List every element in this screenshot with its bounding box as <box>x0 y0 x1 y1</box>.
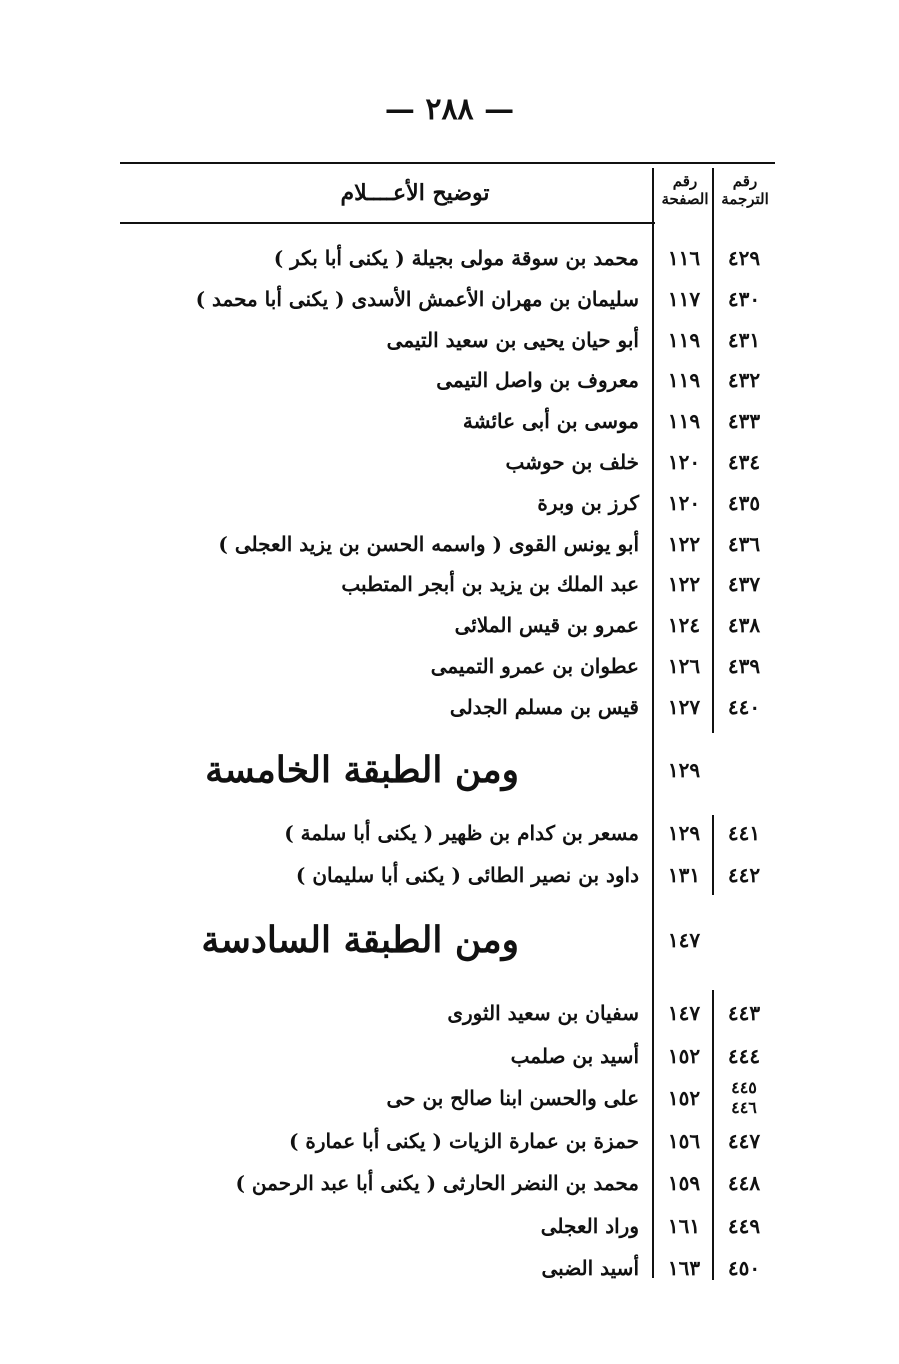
person-name: مسعر بن كدام بن ظهير ( يكنى أبا سلمة ) <box>284 821 639 845</box>
table-row <box>0 1036 899 1076</box>
table-row <box>0 483 899 523</box>
page-number-cell: ١٦٣ <box>667 1256 701 1280</box>
page-number-cell: ١٢٢ <box>667 531 701 556</box>
table-row <box>0 1248 899 1288</box>
translation-number: ٤٣٩ <box>727 654 761 678</box>
page-number-cell: ١٢٠ <box>667 450 701 474</box>
person-name: معروف بن واصل التيمى <box>436 368 639 393</box>
page-number-cell: ١١٩ <box>667 409 701 434</box>
translation-number: ٤٤٩ <box>727 1213 761 1238</box>
translation-number: ٤٤٧ <box>727 1128 761 1153</box>
translation-number: ٤٣٤ <box>727 450 761 474</box>
page-number-cell: ١١٦ <box>667 246 701 270</box>
table-row <box>0 1163 899 1203</box>
page-number-cell: ١٣١ <box>667 863 701 887</box>
section-heading: ومن الطبقة الخامسة <box>205 749 519 791</box>
section-heading: ومن الطبقة السادسة <box>201 919 519 961</box>
page-number-cell: ١٥٩ <box>667 1171 701 1195</box>
table-row <box>0 279 899 319</box>
person-name: خلف بن حوشب <box>505 450 639 474</box>
page-number-cell: ١٤٧ <box>667 928 701 952</box>
person-name: محمد بن سوقة مولى بجيلة ( يكنى أبا بكر ) <box>273 246 639 270</box>
translation-number: ٤٤٠ <box>727 694 761 719</box>
page-number-cell: ١١٩ <box>667 368 701 393</box>
translation-number: ٤٣٦ <box>727 531 761 556</box>
table-row <box>0 687 899 727</box>
table-row <box>0 993 899 1033</box>
person-name: سليمان بن مهران الأعمش الأسدى ( يكنى أبا محمد ) <box>195 286 639 311</box>
person-name: أسيد بن صلمب <box>510 1043 639 1068</box>
top-rule <box>120 162 775 164</box>
page-number-cell: ١٥٢ <box>667 1086 701 1110</box>
person-name: وراد العجلى <box>540 1213 639 1238</box>
person-name: أسيد الضبى <box>541 1256 639 1280</box>
page-number-cell: ١٢٢ <box>667 572 701 597</box>
person-name: أبو يونس القوى ( واسمه الحسن بن يزيد العجلى ) <box>218 531 639 556</box>
page-number-cell: ١٢٩ <box>667 821 701 845</box>
person-name: موسى بن أبى عائشة <box>462 409 639 434</box>
page-number-cell: ١٢٠ <box>667 490 701 515</box>
person-name: حمزة بن عمارة الزيات ( يكنى أبا عمارة ) <box>288 1128 639 1153</box>
person-name: على والحسن ابنا صالح بن حى <box>386 1086 639 1110</box>
table-row <box>0 605 899 645</box>
translation-number: ٤٤٣ <box>727 1001 761 1025</box>
translation-number: ٤٤٢ <box>727 863 761 887</box>
person-name: محمد بن النضر الحارثى ( يكنى أبا عبد الرحمن ) <box>235 1171 639 1195</box>
translation-number: ٤٤٤ <box>727 1043 761 1068</box>
person-name: عبد الملك بن يزيد بن أبجر المتطبب <box>341 572 639 597</box>
table-row <box>0 1121 899 1161</box>
table-row <box>0 646 899 686</box>
table-row <box>0 1078 899 1118</box>
translation-number: ٤٣٧ <box>727 572 761 597</box>
translation-number: ٤٤١ <box>727 821 761 845</box>
table-row <box>0 855 899 895</box>
table-row <box>0 1206 899 1246</box>
table-row <box>0 320 899 360</box>
person-name: قيس بن مسلم الجدلى <box>449 694 639 719</box>
translation-number: ٤٣٠ <box>727 286 761 311</box>
header-rule <box>120 222 655 224</box>
translation-number: ٤٤٥ ٤٤٦ <box>731 1078 757 1117</box>
page-number-cell: ١٥٢ <box>667 1043 701 1068</box>
translation-number: ٤٣٣ <box>727 409 761 434</box>
page-number-cell: ١١٩ <box>667 327 701 352</box>
person-name: عطوان بن عمرو التميمى <box>430 654 639 678</box>
page-number: — ٢٨٨ — <box>384 92 515 127</box>
page-number-cell: ١١٧ <box>667 286 701 311</box>
section-heading-sixth-tier <box>0 910 899 970</box>
header-page-number: رقم الصفحة <box>661 172 709 208</box>
person-name: سفيان بن سعيد الثورى <box>447 1001 639 1025</box>
translation-number: ٤٣٢ <box>727 368 761 393</box>
translation-number: ٤٢٩ <box>727 246 761 270</box>
person-name: كرز بن وبرة <box>537 490 639 515</box>
table-row <box>0 238 899 278</box>
translation-number: ٤٤٨ <box>727 1171 761 1195</box>
translation-number: ٤٣١ <box>727 327 761 352</box>
page-number-cell: ١٢٦ <box>667 654 701 678</box>
page-number-cell: ١٢٧ <box>667 694 701 719</box>
translation-number: ٤٣٥ <box>727 490 761 515</box>
table-row <box>0 813 899 853</box>
page-number-cell: ١٢٩ <box>667 758 701 782</box>
translation-number: ٤٥٠ <box>727 1256 761 1280</box>
person-name: داود بن نصير الطائى ( يكنى أبا سليمان ) <box>295 863 639 887</box>
table-row <box>0 524 899 564</box>
page-number-cell: ١٤٧ <box>667 1001 701 1025</box>
section-heading-fifth-tier <box>0 740 899 800</box>
table-row <box>0 360 899 400</box>
table-row <box>0 401 899 441</box>
person-name: أبو حيان يحيى بن سعيد التيمى <box>386 327 639 352</box>
header-translation-number: رقم الترجمة <box>721 172 769 208</box>
person-name: عمرو بن قيس الملائى <box>454 613 639 638</box>
page-number-cell: ١٥٦ <box>667 1128 701 1153</box>
translation-number: ٤٣٨ <box>727 613 761 638</box>
page-number-cell: ١٢٤ <box>667 613 701 638</box>
page-number-cell: ١٦١ <box>667 1213 701 1238</box>
table-row <box>0 442 899 482</box>
header-title: توضيح الأعــــلام <box>340 180 490 206</box>
table-row <box>0 564 899 604</box>
